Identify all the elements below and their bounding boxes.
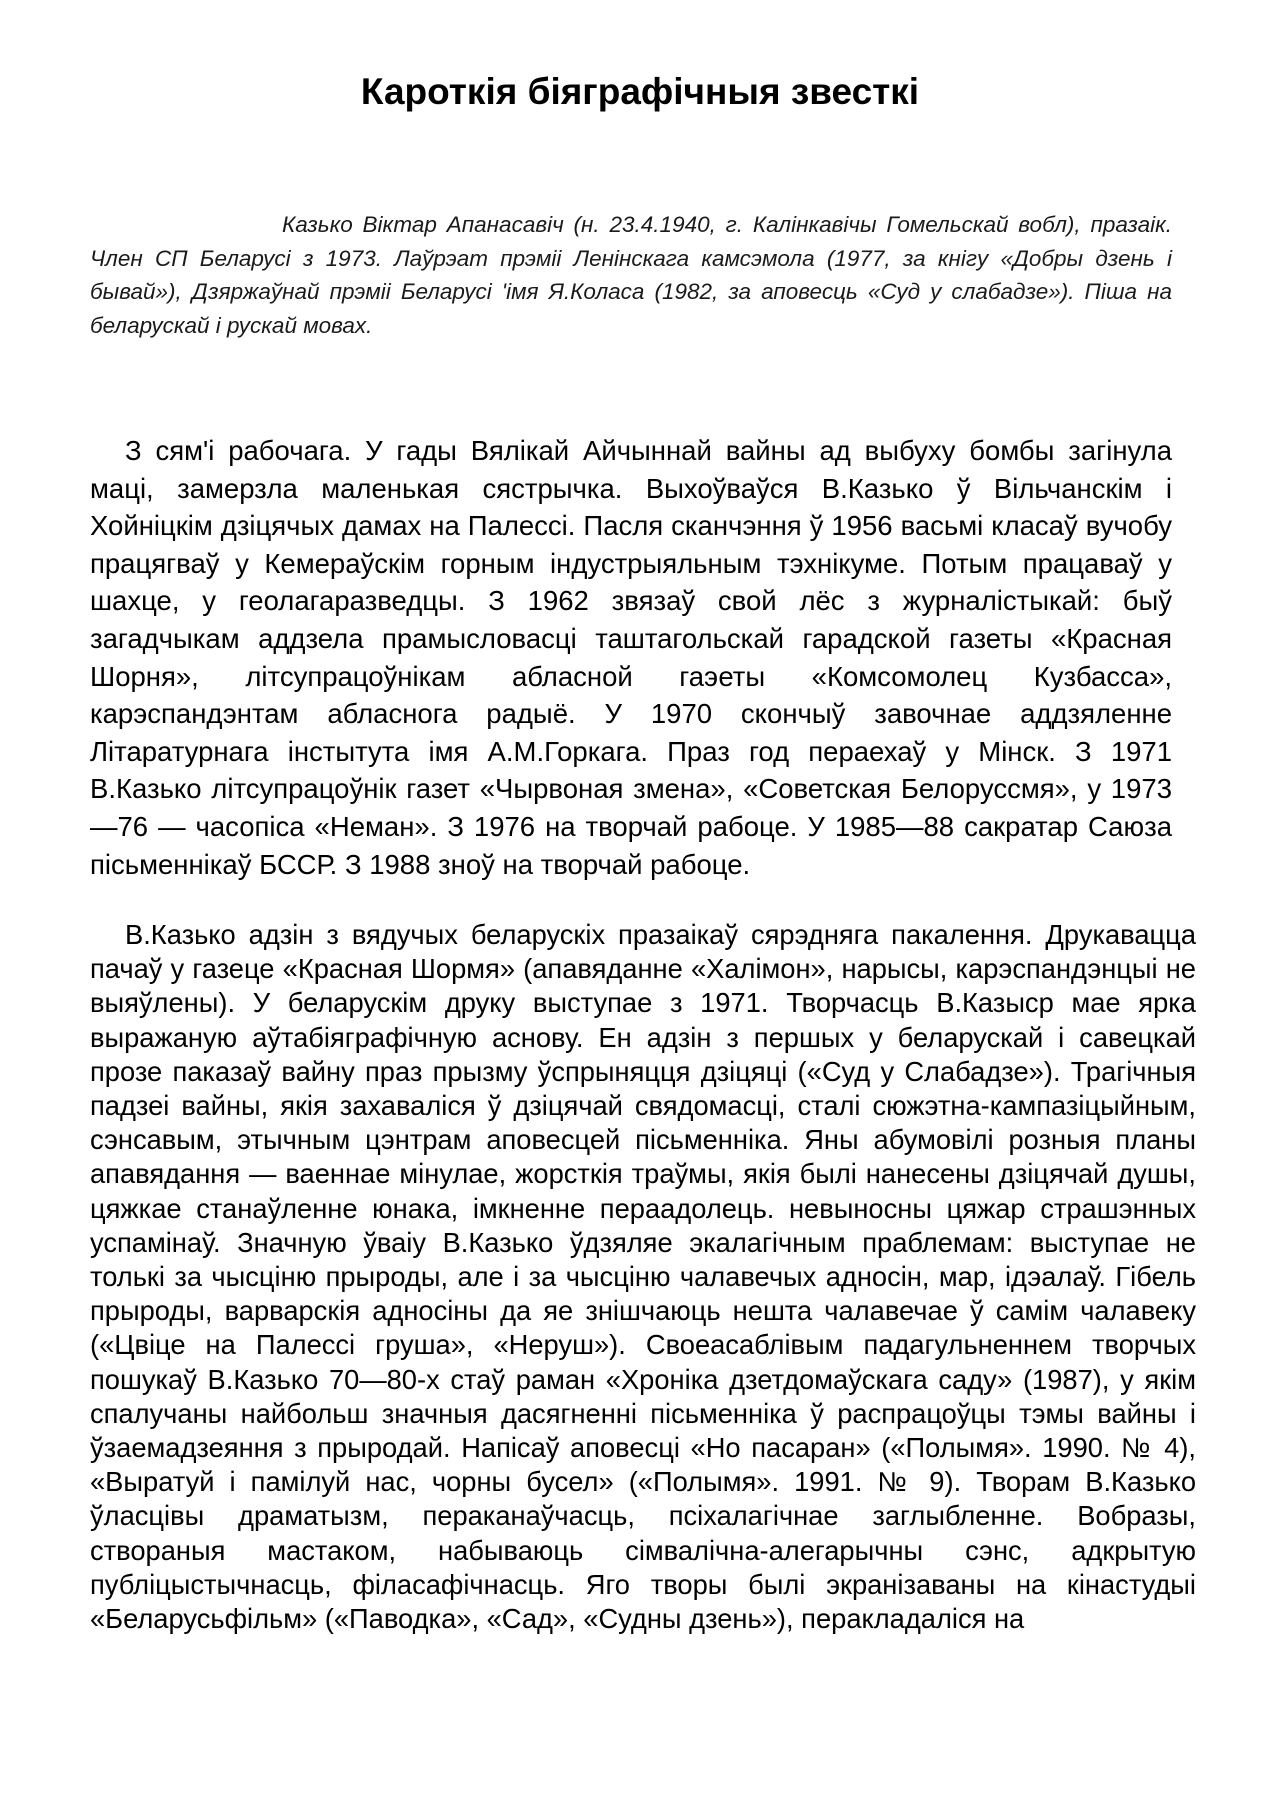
page-title: Кароткія біяграфічныя звесткі [360,71,920,112]
intro-paragraph: Казько Віктар Апанасавіч (н. 23.4.1940, г. Калінкавічы Гомельскай вобл), празаік. Член СП Беларусі з 1973. Лаўрэат прэміі Ленінскага камсэмола (1977, за кнігу «Добры дзень і бывай»), Дзяржаўнай прэміі Беларусі 'імя Я.Коласа (1982, за аповесць «Суд у слабадзе»). Піша на беларускай і рускай мовах. [90,212,1172,338]
body-paragraph: В.Казько адзін з вядучых беларускіх празаікаў сярэдняга пакалення. Друкавацца пачаў у газеце «Красная Шормя» (апавяданне «Халімон», нарысы, карэспандэнцыі не выяўлены). У беларускім друку выступае з 1971. Творчасць В.Казысp мае ярка выражаную аўтабіяграфічную аснову. Ен адзін з першых у беларускай і савецкай прозе паказаў вайну праз прызму ўспрыняцця дзіцяці («Суд у Слабадзе»). Трагічныя падзеі вайны, якія захаваліся ў дзіцячай свядомасці, сталі сюжэтна-кампазіцыйным, сэнсавым, этычным цэнтрам аповесцей пісьменніка. Яны абумовілі розныя планы апавядання — ваеннае мінулае, жорсткія траўмы, якія былі нанесены дзіцячай душы, цяжкае станаўленне юнака, імкненне пераадолець. невыносны цяжар страшэнных успамінаў. Значную ўваіу В.Казько ўдзяляе экалагічным праблемам: выступае не толькі за чысціню прыроды, але і за чысціню чалавечых адносін, мар, ідэалаў. Гібель прыроды, варварскія адносіны да яе знішчаюць нешта чалавечае ў самім чалавеку («Цвіце на Палессі груша», «Неруш»). Своеасаблівым падагульненнем творчых пошукаў В.Казько 70—80-х стаў раман «Хроніка дзетдомаўскага саду» (1987), у якім спалучаны найбольш значныя дасягненні пісьменніка ў распрацоўцы тэмы вайны і ўзаемадзеяння з прыродай. Напісаў аповесці «Но пасаран» («Полымя». 1990. № 4), «Выратуй і памілуй нас, чорны бусел» («Полымя». 1991. № 9). Творам В.Казько ўласцівы драматызм, пераканаўчасць, псіхалагічнае заглыбленне. Вобразы, створаныя мастаком, набываюць сімвалічна-алегарычны сэнс, адкрытую публіцыстычнасць, філасафічнасць. Яго творы былі экранізаваны на кінастудыі «Беларусьфільм» («Паводка», «Сад», «Судны дзень»), перакладаліся на [90,919,1196,1635]
body-paragraph: З сям'і рабочага. У гады Вялікай Айчыннай вайны ад выбуху бомбы загінула маці, замерзла маленькая сястрычка. Выхоўваўся В.Казько ў Вільчанскім і Хойніцкім дзіцячых дамах на Палессі. Пасля сканчэння ў 1956 васьмі класаў вучобу працягваў у Кемераўскім горным індустрыяльным тэхнікуме. Потым працаваў у шахце, у геолагаразведцы. З 1962 звязаў свой лёс з журналістыкай: быў загадчыкам аддзела прамысловасці таштагольскай гарадской газеты «Красная Шорня», літсупрацоўнікам абласной гаэеты «Комсомолец Кузбасса», карэспандэнтам абласнога радыё. У 1970 скончыў завочнае аддзяленне Літаратурнага інстытута імя А.М.Горкага. Праз год пераехаў у Мінск. З 1971 В.Казько літсупрацоўнік газет «Чырвоная змена», «Советская Белоруссмя», у 1973—76 — часопіса «Неман». З 1976 на творчай рабоце. У 1985—88 сакратар Саюза пісьменнікаў БССР. З 1988 зноў на творчай рабоце. [90,435,1172,880]
